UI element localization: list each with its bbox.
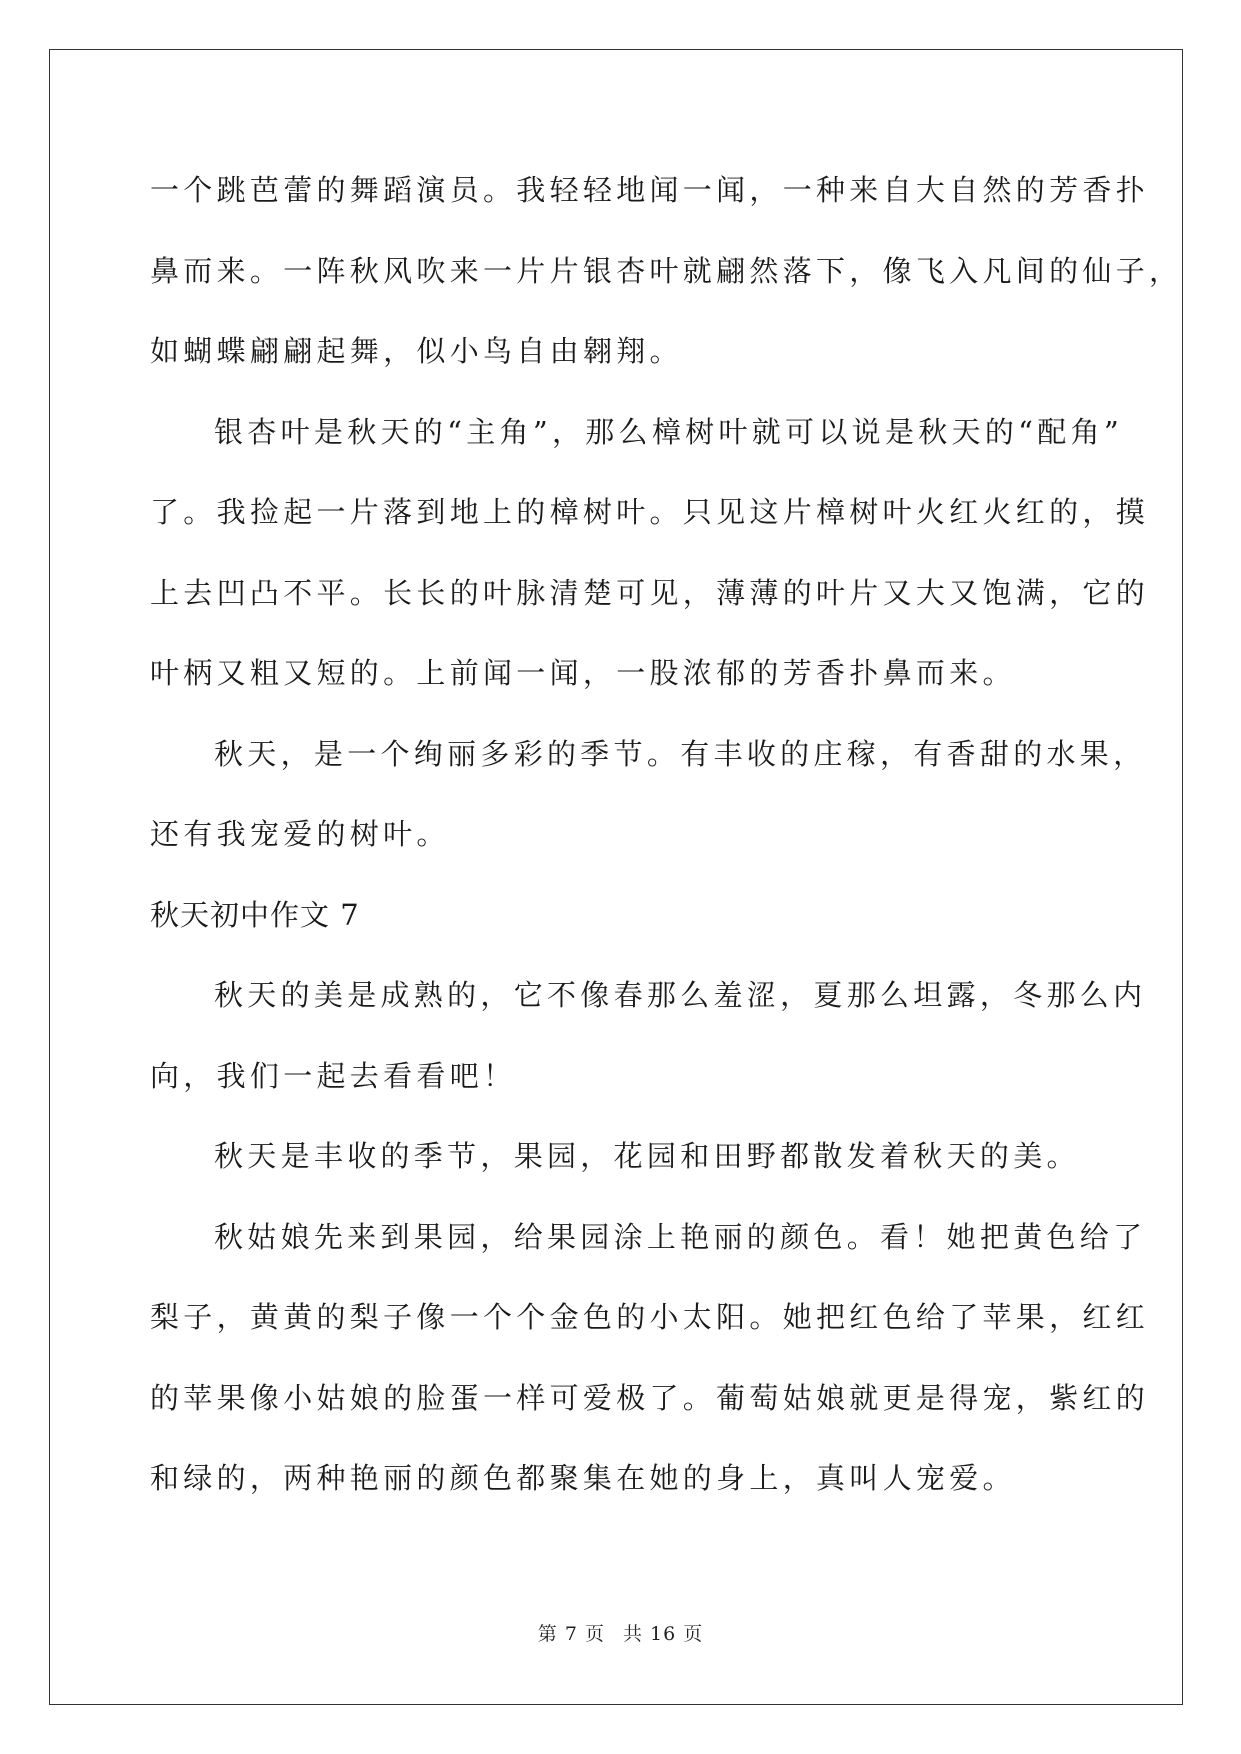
paragraph-5	[150, 1116, 1090, 1197]
text-line: 如蝴蝶翩翩起舞，似小鸟自由翱翔。	[150, 334, 683, 368]
text-line: 秋天的美是成熟的，它不像春那么羞涩，夏那么坦露，冬那么内	[214, 978, 1147, 1012]
text-line: 的苹果像小姑娘的脸蛋一样可爱极了。葡萄姑娘就更是得宠，紫红的	[150, 1380, 1150, 1415]
text-line: 梨子，黄黄的梨子像一个个金色的小太阳。她把红色给了苹果，红红	[150, 1300, 1150, 1334]
text-line: 鼻而来。一阵秋风吹来一片片银杏叶就翩然落下，像飞入凡间的仙子，	[150, 253, 1183, 288]
text-line: 秋天，是一个绚丽多彩的季节。有丰收的庄稼，有香甜的水果，	[214, 736, 1147, 771]
page-number: 第 7 页	[537, 1623, 605, 1645]
text-line: 一个跳芭蕾的舞蹈演员。我轻轻地闻一闻，一种来自大自然的芳香扑	[150, 173, 1150, 207]
document-body	[150, 150, 1183, 1519]
text-line: 银杏叶是秋天的“主角”，那么樟树叶就可以说是秋天的“配角”	[214, 414, 1124, 449]
paragraph-1	[150, 150, 1183, 392]
text-line: 秋姑娘先来到果园，给果园涂上艳丽的颜色。看！她把黄色给了	[214, 1219, 1147, 1254]
text-line: 秋天是丰收的季节，果园，花园和田野都散发着秋天的美。	[214, 1139, 1080, 1173]
section-heading: 秋天初中作文 7	[150, 897, 360, 932]
page-footer	[0, 1619, 1241, 1646]
text-line: 上去凹凸不平。长长的叶脉清楚可见，薄薄的叶片又大又饱满，它的	[150, 575, 1150, 610]
paragraph-6	[150, 1197, 1150, 1519]
page-total: 共 16 页	[622, 1623, 704, 1645]
text-line: 向，我们一起去看看吧！	[150, 1058, 517, 1093]
paragraph-2	[150, 392, 1150, 714]
paragraph-3	[150, 714, 1147, 875]
paragraph-4	[150, 955, 1147, 1116]
text-line: 还有我宠爱的树叶。	[150, 817, 450, 851]
text-line: 和绿的，两种艳丽的颜色都聚集在她的身上，真叫人宠爱。	[150, 1461, 1016, 1495]
text-line: 了。我捡起一片落到地上的樟树叶。只见这片樟树叶火红火红的，摸	[150, 495, 1150, 529]
text-line: 叶柄又粗又短的。上前闻一闻，一股浓郁的芳香扑鼻而来。	[150, 656, 1016, 690]
